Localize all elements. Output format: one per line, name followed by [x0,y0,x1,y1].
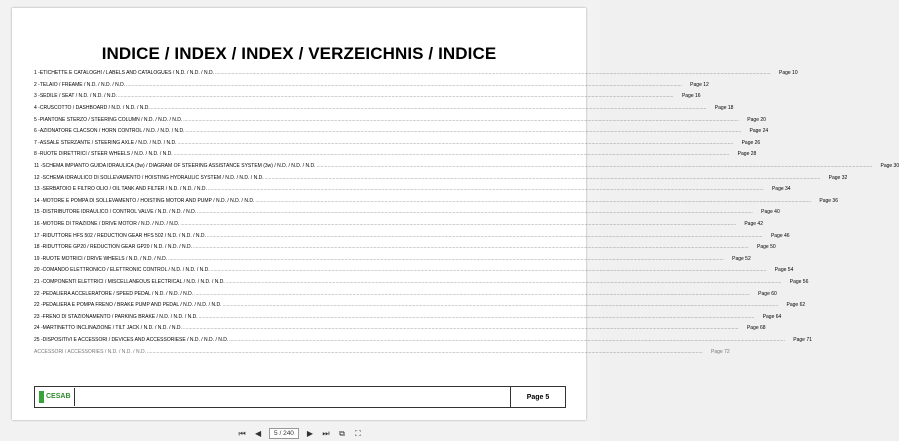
toc-entry-number: 18 - [34,244,43,251]
cesab-logo [36,388,75,406]
toc-leader-dots: ................................................................................................................................................................................................................................................................................................................................................................................................................ [225,278,782,285]
fit-page-icon[interactable]: ⧉ [339,428,345,438]
toc-leader-dots: ................................................................................................................................................................................................................................................................................................................................................................................................................ [146,348,703,355]
toc-entry-label: CRUSCOTTO / DASHBOARD / N.D. / N.D. / N.D. [39,105,150,112]
toc-leader-dots: ................................................................................................................................................................................................................................................................................................................................................................................................................ [177,139,734,146]
toc-leader-dots: ................................................................................................................................................................................................................................................................................................................................................................................................................ [197,209,753,216]
toc-leader-dots: ................................................................................................................................................................................................................................................................................................................................................................................................................ [229,336,785,343]
toc-entry-label: RUOTE MOTRICI / DRIVE WHEELS / N.D. / N.D. / N.D. [42,255,168,262]
toc-entry-label: DISTRIBUTORE IDRAULICO / CONTROL VALVE / N.D. / N.D. / N.D. [42,209,197,216]
toc-entry[interactable] [34,346,730,358]
toc-entry[interactable] [34,103,734,115]
toc-leader-dots: ................................................................................................................................................................................................................................................................................................................................................................................................................ [198,313,755,320]
toc-entry-number: 15 - [34,209,43,216]
toc-entry[interactable] [34,323,766,335]
toc-entry-label: COMANDO ELETTRONICO / ELETTRONIC CONTROL / N.D. / N.D. / N.D. [42,267,210,274]
toc-leader-dots: ................................................................................................................................................................................................................................................................................................................................................................................................................ [168,255,724,262]
toc-leader-dots: ................................................................................................................................................................................................................................................................................................................................................................................................................ [182,325,739,332]
toc-entry[interactable] [34,80,709,92]
toc-entry-label: RIDUTTORE GP20 / REDUCTION GEAR GP20 / N.D. / N.D. / N.D. [42,244,192,251]
page-title: INDICE / INDEX / INDEX / VERZEICHNIS / INDICE [101,44,497,63]
toc-entry[interactable] [34,311,782,323]
toc-leader-dots: ................................................................................................................................................................................................................................................................................................................................................................................................................ [210,267,767,274]
toc-entry-page: Page 28 [737,151,757,158]
toc-leader-dots: ................................................................................................................................................................................................................................................................................................................................................................................................................ [173,151,730,158]
toc-entry-number: 22 - [34,302,43,309]
fullscreen-icon[interactable]: ⛶ [355,428,361,438]
toc-entry-number: 14 - [34,197,43,204]
toc-leader-dots: ................................................................................................................................................................................................................................................................................................................................................................................................................ [214,70,771,77]
toc-entry-label: SERBATOIO E FILTRO OLIO / OIL TANK AND FILTER / N.D. / N.D. / N.D. [42,186,207,193]
toc-entry-number: 22 - [34,290,43,297]
toc-entry-number: 21 - [34,278,43,285]
toc-entry-label: TELAIO / FREAME / N.D. / N.D. / N.D. [39,81,126,88]
toc-leader-dots: ................................................................................................................................................................................................................................................................................................................................................................................................................ [264,174,821,181]
toc-leader-dots: ................................................................................................................................................................................................................................................................................................................................................................................................................ [185,128,742,135]
document-page [12,8,899,420]
toc-entry-label: FRENO DI STAZIONAMENTO / PARKING BRAKE / N.D. / N.D. / N.D. [42,313,198,320]
toc-entry[interactable] [34,196,838,208]
toc-entry[interactable] [34,230,790,242]
toc-entry[interactable] [34,172,848,184]
toc-entry-label: PEDALIERA ACCELERATORE / SPEED PEDAL / N.D. / N.D. / N.D. [42,290,194,297]
toc-entry-label: RUOTE DIRETTRICI / STEER WHEELS / N.D. / N.D. / N.D. [39,151,173,158]
toc-leader-dots: ................................................................................................................................................................................................................................................................................................................................................................................................................ [207,186,764,193]
toc-entry[interactable] [34,207,780,219]
viewer-toolbar [0,426,600,441]
toc-entry-page: Page 10 [778,70,798,77]
toc-entry-number: 3 - [34,93,40,100]
toc-entry-label: PIANTONE STERZO / STEERING COLUMN / N.D. / N.D. / N.D. [39,116,183,123]
toc-entry[interactable] [34,254,751,266]
toc-leader-dots: ................................................................................................................................................................................................................................................................................................................................................................................................................ [193,244,749,251]
toc-entry-number: 24 - [34,325,43,332]
toc-entry-number: 2 - [34,81,40,88]
page-number-field[interactable]: 5 / 240 [269,428,299,439]
first-page-icon[interactable]: ⏮ [238,428,246,438]
toc-entry-number: 16 - [34,221,43,228]
toc-entry-label: SCHEMA IDRAULICO DI SOLLEVAMENTO / HOISTING HYDRAULIC SYSTEM / N.D. / N.D. / N.D. [42,174,264,181]
toc-entry-page: Page 32 [828,174,848,181]
toc-leader-dots: ................................................................................................................................................................................................................................................................................................................................................................................................................ [316,163,873,170]
toc-entry-number: 19 - [34,255,43,262]
toc-entry[interactable] [34,277,809,289]
toc-entry-page: Page 62 [786,302,806,309]
toc-entry-page: Page 72 [711,348,730,355]
toc-entry-label: ASSALE STERZANTE / STEERING AXLE / N.D. / N.D. / N.D. [39,139,177,146]
toc-entry-number: 20 - [34,267,43,274]
toc-entry-number: 5 - [34,116,40,123]
toc-entry-page: Page 18 [714,105,734,112]
toc-entry-label: MOTORE E POMPA DI SOLLEVAMENTO / HOISTING MOTOR AND PUMP / N.D. / N.D. / N.D. [42,197,255,204]
toc-entry-page: Page 46 [770,232,790,239]
toc-entry-label: ETICHETTE E CATALOGHI / LABELS AND CATALOGUES / N.D. / N.D. / N.D. [39,70,214,77]
toc-entry-number: 4 - [34,105,40,112]
toc-entry[interactable] [34,288,777,300]
last-page-icon[interactable]: ⏭ [322,428,330,438]
toc-entry-label: ACCESSORI / ACCESSORIES / N.D. / N.D. / N.D. [34,348,146,355]
toc-entry-number: 25 - [34,336,43,343]
toc-entry-label: MOTORE DI TRAZIONE / DRIVE MOTOR / N.D. / N.D. / N.D. [42,221,180,228]
toc-entry-page: Page 34 [771,186,791,193]
toc-entry[interactable] [34,68,798,80]
toc-leader-dots: ................................................................................................................................................................................................................................................................................................................................................................................................................ [255,197,811,204]
toc-entry[interactable] [34,219,763,231]
toc-entry-page: Page 20 [747,116,766,123]
toc-entry[interactable] [34,126,769,138]
toc-entry[interactable] [34,91,701,103]
toc-entry-number: 12 - [34,174,43,181]
toc-leader-dots: ................................................................................................................................................................................................................................................................................................................................................................................................................ [206,232,763,239]
toc-leader-dots: ................................................................................................................................................................................................................................................................................................................................................................................................................ [126,81,682,88]
toc-leader-dots: ................................................................................................................................................................................................................................................................................................................................................................................................................ [194,290,750,297]
toc-entry[interactable] [34,242,776,254]
toc-entry-page: Page 40 [761,209,780,216]
toc-entry-page: Page 71 [793,336,812,343]
toc-entry-number: 1 - [34,70,40,77]
toc-entry-label: RIDUTTORE HFS 502 / REDUCTION GEAR HFS 502 / N.D. / N.D. / N.D. [42,232,206,239]
toc-entry-label: PEDALIERA E POMPA FRENO / BRAKE PUMP AND PEDAL / N.D. / N.D. / N.D. [42,302,222,309]
toc-entry-label: DISPOSITIVI E ACCESSORI / DEVICES AND ACCESSORIESE / N.D. / N.D. / N.D. [42,336,229,343]
prev-page-icon[interactable]: ◀ [254,429,262,438]
toc-entry-page: Page 68 [746,325,766,332]
toc-entry-number: 23 - [34,313,43,320]
toc-entry-number: 13 - [34,186,43,193]
toc-leader-dots: ................................................................................................................................................................................................................................................................................................................................................................................................................ [150,105,707,112]
toc-entry-label: MARTINETTO INCLINAZIONE / TILT JACK / N.D. / N.D. / N.D. [42,325,182,332]
toc-leader-dots: ................................................................................................................................................................................................................................................................................................................................................................................................................ [222,302,779,309]
toc-entry-page: Page 12 [690,81,709,88]
toc-entry[interactable] [34,114,766,126]
page-footer [34,386,566,408]
toc-entry-page: Page 26 [741,139,761,146]
toc-entry-page: Page 64 [762,313,782,320]
toc-leader-dots: ................................................................................................................................................................................................................................................................................................................................................................................................................ [180,221,736,228]
toc-entry-label: SCHEMA IMPIANTO GUIDA IDRAULICA (3w) / DIAGRAM OF STEERING ASSISTANCE SYSTEM (3w) / N.D. / N.D. / N.D. [42,163,316,170]
toc-entry-page: Page 36 [819,197,838,204]
toc-entry[interactable] [34,161,899,173]
toc-entry-page: Page 24 [749,128,769,135]
toc-entry[interactable] [34,300,806,312]
toc-entry-number: 8 - [34,151,40,158]
toc-entry[interactable] [34,335,812,347]
toc-entry[interactable] [34,149,757,161]
toc-entry-page: Page 56 [789,278,809,285]
toc-entry-number: 7 - [34,139,40,146]
toc-entry-number: 6 - [34,128,40,135]
toc-leader-dots: ................................................................................................................................................................................................................................................................................................................................................................................................................ [183,116,739,123]
toc-entry[interactable] [34,138,761,150]
toc-entry-page: Page 54 [774,267,794,274]
toc-entry-number: 11 - [34,163,43,170]
toc-entry-page: Page 52 [732,255,751,262]
toc-entry[interactable] [34,184,791,196]
toc-entry-page: Page 42 [744,221,763,228]
toc-entry-label: AZIONATORE CLACSON / HORN CONTROL / N.D. / N.D. / N.D. [39,128,185,135]
toc-leader-dots: ................................................................................................................................................................................................................................................................................................................................................................................................................ [117,93,674,100]
table-of-contents [34,68,899,358]
toc-entry-label: SEDILE / SEAT / N.D. / N.D. / N.D. [39,93,117,100]
footer-page-number: Page 5 [510,387,565,407]
toc-entry-label: COMPONENTI ELETTRICI / MISCELLANEOUS ELECTRICAL / N.D. / N.D. / N.D. [42,278,225,285]
toc-entry-page: Page 30 [880,163,899,170]
next-page-icon[interactable]: ▶ [306,429,314,438]
logo-mark-icon [39,391,44,403]
toc-entry-page: Page 16 [681,93,701,100]
toc-entry-page: Page 50 [757,244,776,251]
toc-entry-number: 17 - [34,232,43,239]
toc-entry[interactable] [34,265,794,277]
logo-text: CESAB [46,393,71,400]
toc-entry-page: Page 60 [758,290,777,297]
